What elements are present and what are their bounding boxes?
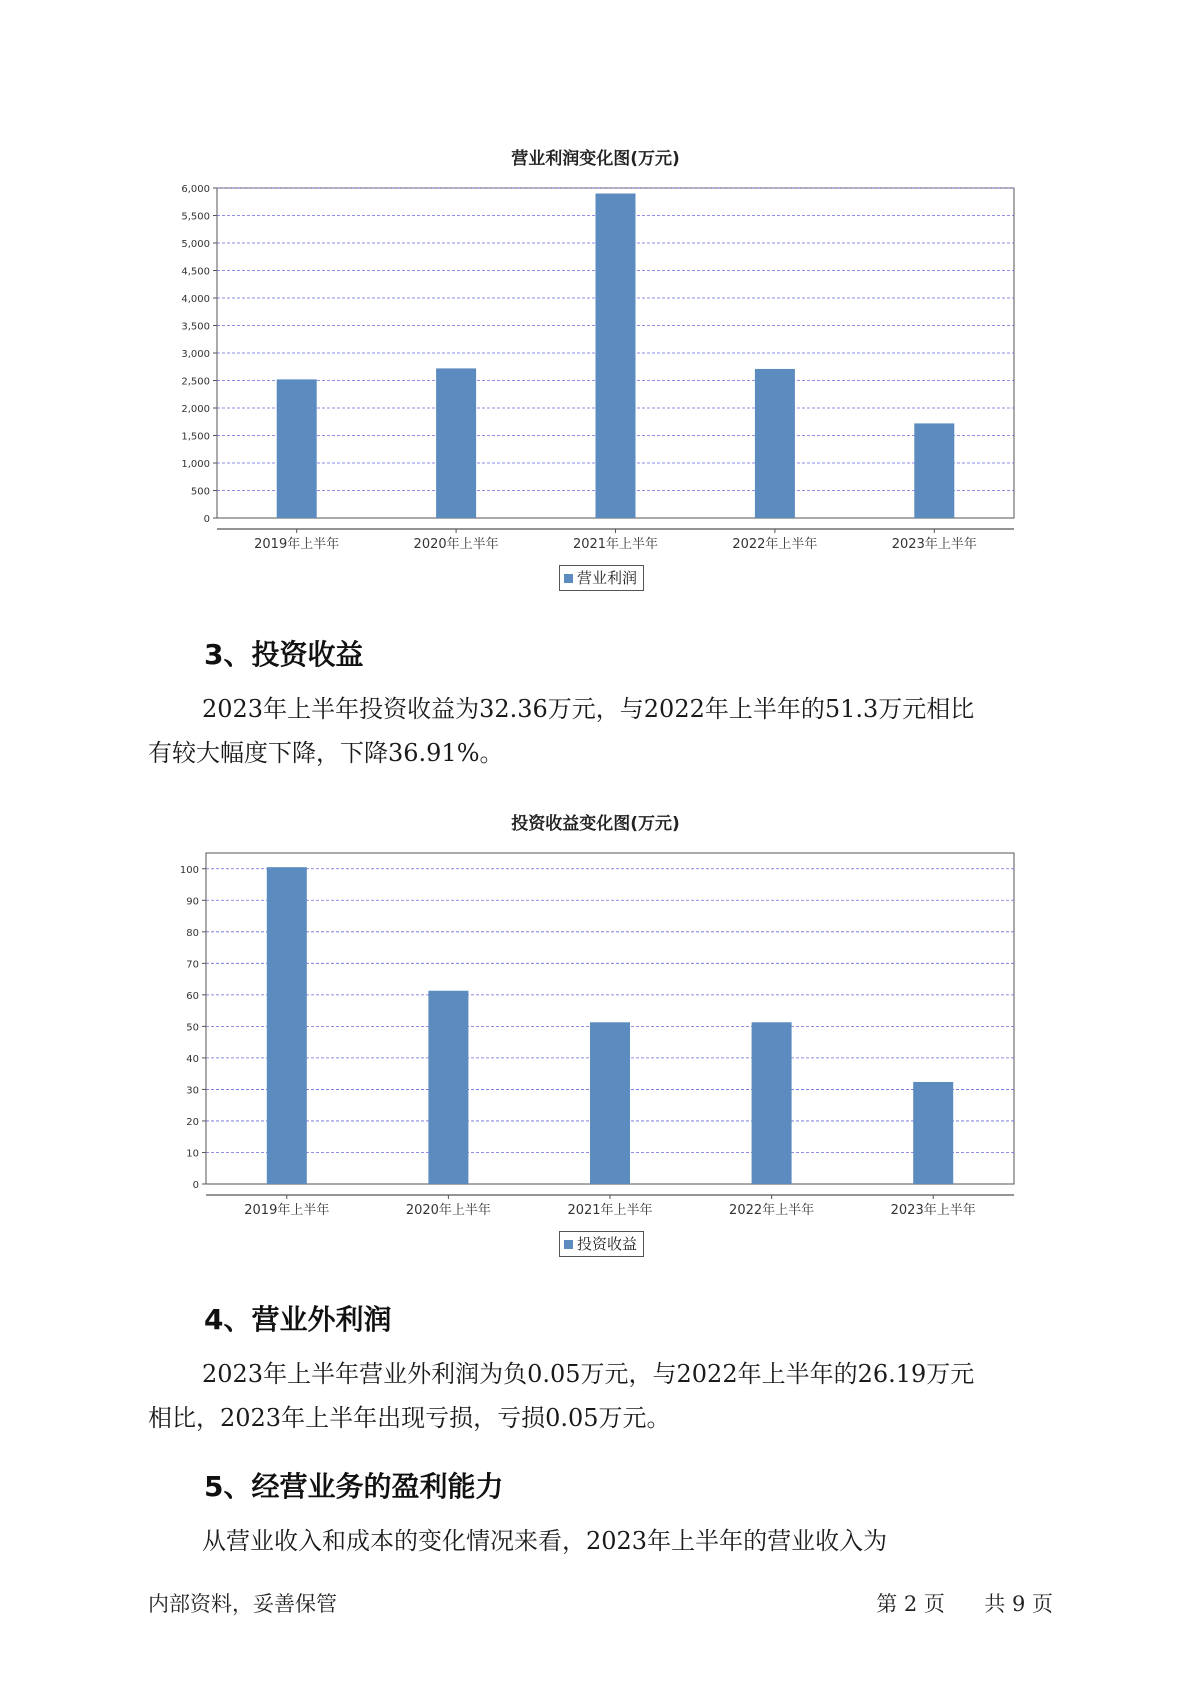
section-4-paragraph — [148, 1352, 1063, 1440]
chart-1-ytick-label: 6,000 — [181, 184, 210, 195]
chart-1-xtick-label: 2023年上半年 — [891, 537, 977, 552]
section-4-line-2: 相比，2023年上半年出现亏损，亏损0.05万元。 — [148, 1404, 671, 1432]
chart-2-ytick-label: 0 — [192, 1180, 199, 1191]
chart-1-ytick-label: 5,000 — [181, 239, 210, 250]
footer-page-info — [874, 1588, 1055, 1618]
section-5-heading: 5、经营业务的盈利能力 — [204, 1470, 504, 1503]
chart-1-legend-label: 营业利润 — [577, 569, 638, 587]
chart-1-ytick-label: 500 — [190, 486, 210, 498]
chart-2-title: 投资收益变化图(万元) — [511, 814, 680, 834]
chart-2-legend — [559, 1231, 644, 1257]
chart-2-bar — [913, 1082, 953, 1184]
chart-1-title: 营业利润变化图(万元) — [511, 149, 680, 169]
chart-1-ytick-label: 4,500 — [181, 266, 210, 278]
chart-1-ytick-label: 0 — [203, 514, 210, 525]
section-4-heading: 4、营业外利润 — [204, 1303, 392, 1336]
chart-2-ytick-label: 20 — [186, 1116, 199, 1128]
section-5-line-1: 从营业收入和成本的变化情况来看，2023年上半年的营业收入为 — [202, 1527, 888, 1555]
chart-1-ytick-label: 2,500 — [181, 376, 210, 388]
footer-page-number: 第 2 页 — [876, 1592, 945, 1616]
chart-2-bar — [428, 991, 468, 1184]
chart-2-ytick-label: 40 — [186, 1053, 199, 1065]
chart-1-ytick-label: 3,000 — [181, 349, 210, 360]
section-3-line-2: 有较大幅度下降，下降36.91%。 — [148, 739, 504, 767]
chart-2-bar — [752, 1022, 792, 1184]
chart-2-xtick-label: 2023年上半年 — [890, 1203, 976, 1218]
chart-1-ytick-label: 2,000 — [181, 404, 210, 415]
chart-1-ytick-label: 3,500 — [181, 321, 210, 333]
footer-confidential-note: 内部资料，妥善保管 — [148, 1592, 337, 1616]
chart-1-ytick-label: 1,000 — [181, 459, 210, 470]
chart-2-ytick-label: 60 — [186, 990, 199, 1002]
chart-2-ytick-label: 30 — [186, 1085, 199, 1097]
chart-2-xtick-label: 2021年上半年 — [567, 1203, 653, 1218]
chart-1-ytick-label: 5,500 — [181, 211, 210, 223]
chart-2-ytick-label: 90 — [186, 896, 199, 908]
chart-2-ytick-label: 100 — [179, 864, 199, 876]
chart-1-ytick-label: 4,000 — [181, 294, 210, 305]
chart-2-ytick-label: 50 — [186, 1022, 199, 1034]
section-5-paragraph — [148, 1519, 1063, 1563]
chart-2-xtick-label: 2022年上半年 — [729, 1203, 815, 1218]
chart-2-xtick-label: 2020年上半年 — [405, 1203, 491, 1218]
footer-total-pages: 共 9 页 — [984, 1592, 1053, 1616]
chart-2-ytick-label: 70 — [186, 959, 199, 971]
chart-2-legend-label: 投资收益 — [577, 1235, 638, 1253]
chart-1-ytick-label: 1,500 — [181, 431, 210, 443]
section-3-line-1: 2023年上半年投资收益为32.36万元，与2022年上半年的51.3万元相比 — [202, 695, 975, 723]
legend-swatch-icon — [564, 1240, 573, 1249]
chart-2-bar — [267, 867, 307, 1184]
chart-2-bar — [590, 1022, 630, 1184]
chart-2-ytick-label: 10 — [186, 1148, 199, 1160]
chart-2-xtick-label: 2019年上半年 — [244, 1203, 330, 1218]
chart-1-xtick-label: 2019年上半年 — [254, 537, 340, 552]
section-3-heading: 3、投资收益 — [204, 638, 364, 671]
section-4-line-1: 2023年上半年营业外利润为负0.05万元，与2022年上半年的26.19万元 — [202, 1360, 975, 1388]
chart-1-xtick-label: 2021年上半年 — [572, 537, 659, 552]
chart-1-xtick-label: 2020年上半年 — [413, 537, 499, 552]
chart-1-xtick-label: 2022年上半年 — [732, 537, 818, 552]
chart-2-ytick-label: 80 — [186, 927, 199, 939]
